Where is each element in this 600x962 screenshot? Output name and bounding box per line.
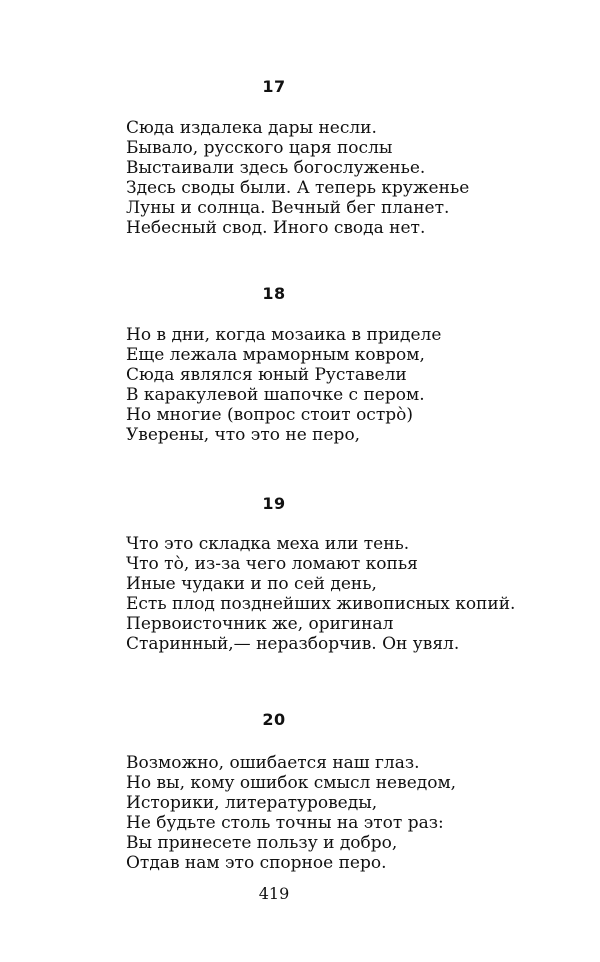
verse-line: Бывало, русского царя послы [126,138,393,158]
verse-line: Историки, литературоведы, [126,793,378,813]
verse-line: Вы принесете пользу и добро, [126,833,398,853]
stanza [126,118,546,238]
stanza-number: 19 [262,494,286,513]
verse-line: Есть плод позднейших живописных копий. [126,594,516,614]
verse-line: В каракулевой шапочке с пером. [126,385,425,405]
verse-line: Не будьте столь точны на этот раз: [126,813,444,833]
stanza-number: 17 [262,77,286,96]
verse-line: Луны и солнца. Вечный бег планет. [126,198,450,218]
stanza-number: 18 [262,284,286,303]
verse-line: Выстаивали здесь богослуженье. [126,158,426,178]
verse-line: Сюда издалека дары несли. [126,118,377,138]
verse-line: Но многие (вопрос стоит остро̀) [126,405,413,425]
verse-line: Отдав нам это спорное перо. [126,853,387,873]
verse-line: Что то̀, из-за чего ломают копья [126,554,418,574]
stanza [126,325,546,445]
verse-line: Небесный свод. Иного свода нет. [126,218,426,238]
verse-line: Но вы, кому ошибок смысл неведом, [126,773,457,793]
verse-line: Первоисточник же, оригинал [126,614,394,634]
stanza-number: 20 [262,710,286,729]
verse-line: Сюда являлся юный Руставели [126,365,407,385]
verse-line: Старинный,— неразборчив. Он увял. [126,634,460,654]
verse-line: Но в дни, когда мозаика в приделе [126,325,442,345]
stanza [126,534,546,654]
page-number: 419 [258,884,290,903]
verse-line: Иные чудаки и по сей день, [126,574,377,594]
stanza [126,753,546,873]
verse-line: Уверены, что это не перо, [126,425,361,445]
verse-line: Что это складка меха или тень. [126,534,410,554]
verse-line: Здесь своды были. А теперь круженье [126,178,470,198]
verse-line: Возможно, ошибается наш глаз. [126,753,420,773]
verse-line: Еще лежала мраморным ковром, [126,345,425,365]
